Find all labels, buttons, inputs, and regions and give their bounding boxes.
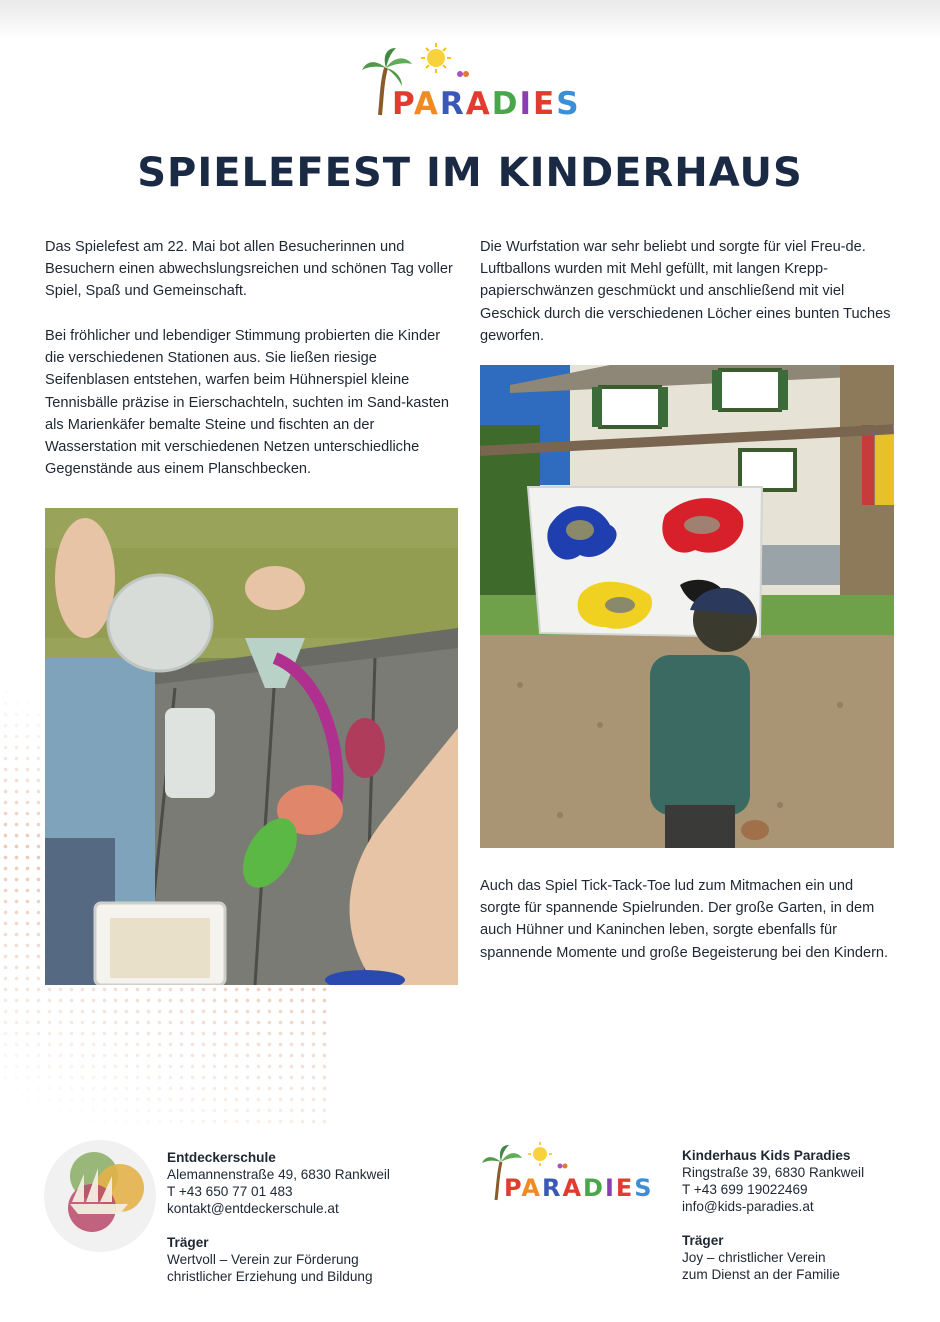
kids-paradies-contact [682, 1147, 922, 1283]
kids-paradies-sponsor-label: Träger [682, 1233, 724, 1248]
sun-icon [421, 43, 451, 73]
logo-letter: P [392, 86, 414, 122]
throwing-station-paragraph: Die Wurfstation war sehr beliebt und sorgte für viel Freu-de. Luftballons wurden mit Mehl gefüllt, mit langen Krepp-papierschwänzen geschmückt und anschließend mit viel Geschick durch die verschiedenen Löcher eines bunten Tuches geworfen. [480, 239, 891, 344]
throwing-station-photo [480, 365, 894, 848]
entdeckerschule-name: Entdeckerschule [167, 1150, 276, 1165]
balloon-flour-photo [45, 508, 458, 985]
kids-paradies-footer-logo [480, 1138, 662, 1206]
entdeckerschule-sponsor-label: Träger [167, 1235, 209, 1250]
entdeckerschule-contact [167, 1149, 427, 1285]
svg-text:PARADIES: PARADIES [504, 1174, 654, 1202]
entdeckerschule-email[interactable]: kontakt@entdeckerschule.at [167, 1201, 339, 1216]
butterfly-icon [457, 71, 469, 77]
tic-tac-toe-paragraph: Auch das Spiel Tick-Tack-Toe lud zum Mitmachen ein und sorgte für spannende Spielrunden. Der große Garten, in dem auch Hühner und Kaninchen leben, sorgte ebenfalls für spannende Momente und große Begeisterung bei den Kindern. [480, 878, 889, 961]
entdeckerschule-phone: T +43 650 77 01 483 [167, 1184, 293, 1199]
kids-paradies-logo [360, 40, 592, 122]
sun-icon [528, 1142, 552, 1166]
kids-paradies-address: Ringstraße 39, 6830 Rankweil [682, 1165, 865, 1180]
kids-paradies-sponsor-line1: Joy – christlicher Verein [682, 1250, 826, 1265]
intro-paragraph: Das Spielefest am 22. Mai bot allen Besucherinnen und Besuchern einen abwechslungsreichen und schönen Tag voller Spiel, Spaß und Gemeinschaft. [45, 239, 453, 300]
kids-paradies-sponsor-line2: zum Dienst an der Familie [682, 1267, 840, 1282]
entdeckerschule-logo [44, 1140, 156, 1252]
stations-paragraph: Bei fröhlicher und lebendiger Stimmung probierten die Kinder die verschiedenen Stationen aus. Sie ließen riesige Seifenblasen entstehen, warfen beim Hühnerspiel kleine Tennisbälle präzise in Eierschachteln, suchten im Sand-kasten als Marienkäfer bemalte Steine und fischten an der Wasserstation mit verschiedenen Netzen unterschiedliche Gegenstände aus einem Planschbecken. [45, 328, 449, 478]
entdeckerschule-sponsor-line2: christlicher Erziehung und Bildung [167, 1269, 373, 1284]
kids-paradies-email[interactable]: info@kids-paradies.at [682, 1199, 814, 1214]
butterfly-icon [558, 1164, 568, 1169]
entdeckerschule-sponsor-line1: Wertvoll – Verein zur Förderung [167, 1252, 359, 1267]
svg-text:PARADIES: PARADIES [392, 86, 581, 122]
kids-paradies-name: Kinderhaus Kids Paradies [682, 1148, 851, 1163]
entdeckerschule-address: Alemannenstraße 49, 6830 Rankweil [167, 1167, 390, 1182]
page-title: SPIELEFEST IM KINDERHAUS [137, 150, 803, 196]
top-shadow [0, 0, 940, 40]
kids-paradies-phone: T +43 699 19022469 [682, 1182, 808, 1197]
